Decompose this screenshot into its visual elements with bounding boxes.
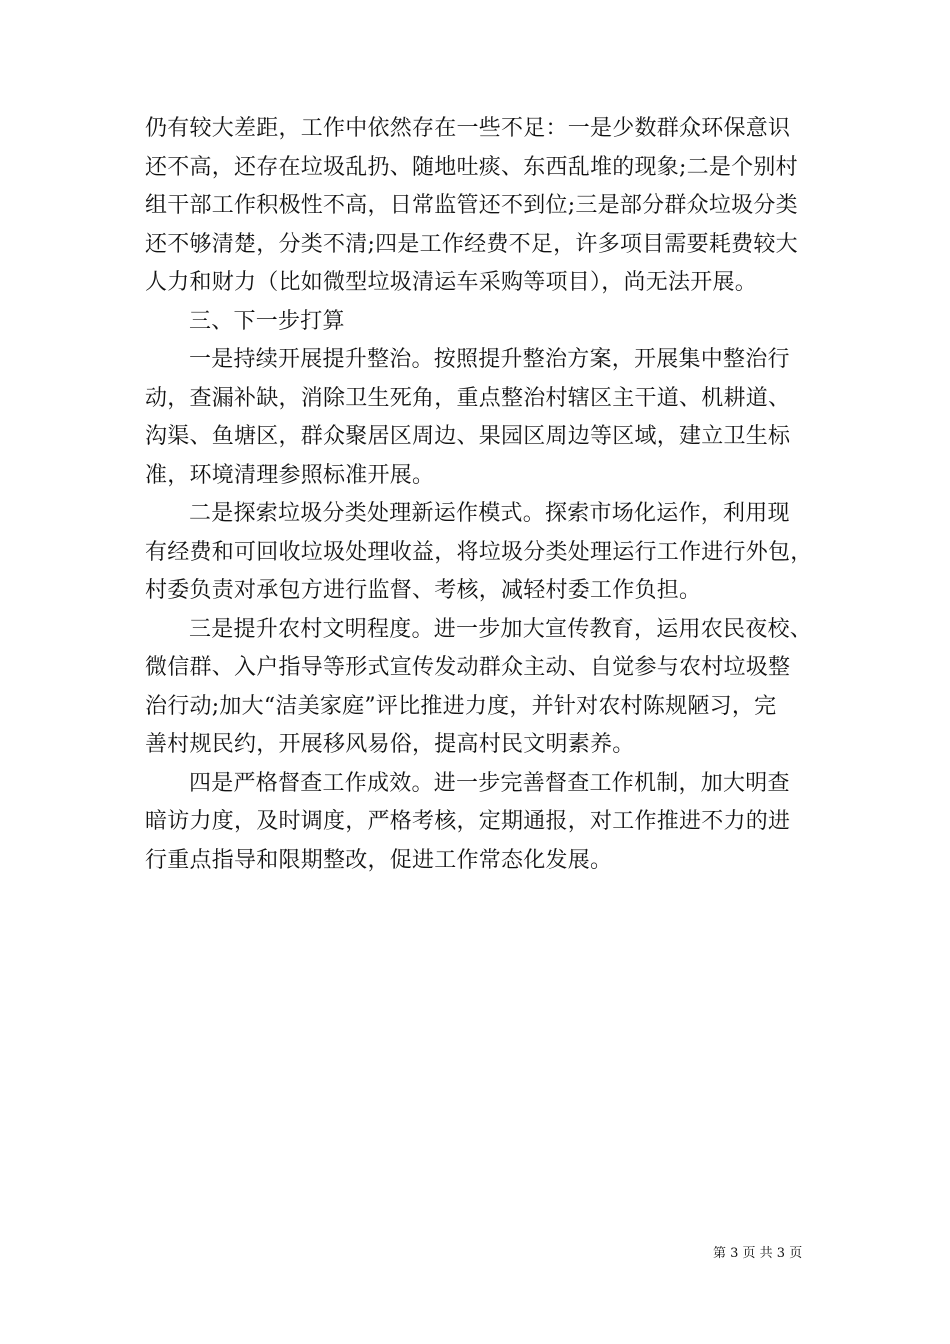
text-line: 仍有较大差距，工作中依然存在一些不足：一是少数群众环保意识 bbox=[145, 116, 791, 141]
text-line: 三是提升农村文明程度。进一步加大宣传教育，运用农民夜校、 bbox=[189, 616, 813, 642]
page-number-footer: 第 3 页 共 3 页 bbox=[713, 1246, 803, 1261]
text-line: 一是持续开展提升整治。按照提升整治方案，开展集中整治行 bbox=[189, 347, 790, 372]
text-line: 组干部工作积极性不高，日常监管还不到位;三是部分群众垃圾分类 bbox=[145, 193, 798, 218]
section-heading bbox=[145, 303, 805, 342]
text-line: 四是严格督查工作成效。进一步完善督查工作机制，加大明查 bbox=[189, 770, 790, 796]
paragraph-plan-3 bbox=[145, 611, 813, 765]
text-line: 沟渠、鱼塘区，群众聚居区周边、果园区周边等区域，建立卫生标 bbox=[145, 424, 791, 449]
text-line: 二是探索垃圾分类处理新运作模式。探索市场化运作，利用现 bbox=[189, 501, 790, 526]
text-line: 准，环境清理参照标准开展。 bbox=[145, 462, 435, 488]
text-line: 村委负责对承包方进行监督、考核，减轻村委工作负担。 bbox=[145, 578, 702, 603]
paragraph-plan-4 bbox=[145, 765, 805, 881]
text-line: 动，查漏补缺，消除卫生死角，重点整治村辖区主干道、机耕道、 bbox=[145, 385, 791, 411]
text-line: 善村规民约，开展移风易俗，提高村民文明素养。 bbox=[145, 732, 635, 757]
paragraph-plan-2 bbox=[145, 495, 813, 611]
paragraph-plan-1 bbox=[145, 341, 805, 495]
section-heading-text: 三、下一步打算 bbox=[189, 308, 345, 334]
text-line: 微信群、入户指导等形式宣传发动群众主动、自觉参与农村垃圾整 bbox=[145, 655, 791, 680]
text-line: 治行动;加大“洁美家庭”评比推进力度，并针对农村陈规陋习，完 bbox=[145, 693, 777, 719]
text-line: 还不够清楚，分类不清;四是工作经费不足，许多项目需要耗费较大 bbox=[145, 231, 798, 257]
text-line: 暗访力度，及时调度，严格考核，定期通报，对工作推进不力的进 bbox=[145, 809, 791, 834]
paragraph-problems bbox=[145, 110, 805, 303]
text-line: 行重点指导和限期整改，促进工作常态化发展。 bbox=[145, 847, 613, 873]
text-line: 有经费和可回收垃圾处理收益，将垃圾分类处理运行工作进行外包， bbox=[145, 539, 813, 565]
text-line: 还不高，还存在垃圾乱扔、随地吐痰、东西乱堆的现象;二是个别村 bbox=[145, 154, 798, 180]
text-line: 人力和财力（比如微型垃圾清运车采购等项目），尚无法开展。 bbox=[145, 270, 758, 295]
document-body bbox=[145, 110, 813, 880]
